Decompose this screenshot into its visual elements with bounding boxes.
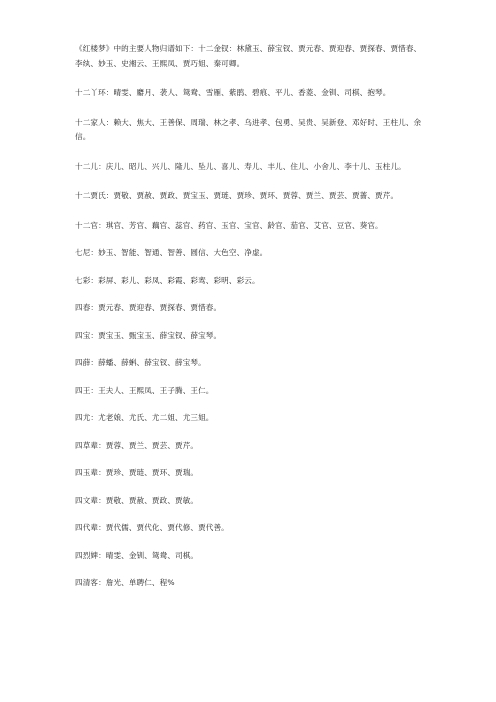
paragraph-four-cao-generation: 四草辈：贾蓉、贾兰、贾芸、贾芹。 xyxy=(75,440,199,450)
paragraph-four-you: 四尤：尤老娘、尤氏、尤二姐、尤三姐。 xyxy=(75,413,214,422)
paragraph-four-chun: 四春：贾元春、贾迎春、贾探春、贾惜春。 xyxy=(75,303,222,312)
paragraph-four-wang: 四王：王夫人、王熙凤、王子腾、王仁。 xyxy=(75,385,214,395)
paragraph-seven-nuns: 七尼：妙玉、智能、智通、智善、圆信、大色空、净虚。 xyxy=(75,248,268,257)
paragraph-four-guests: 四清客：詹光、单聘仁、程% xyxy=(75,578,175,587)
paragraph-four-bao: 四宝：贾宝玉、甄宝玉、薛宝钗、薛宝琴。 xyxy=(75,330,222,340)
paragraph-twelve-guan: 十二官：琪官、芳官、藕官、蕊官、药官、玉官、宝官、龄官、茄官、艾官、豆官、葵官。 xyxy=(75,220,383,230)
paragraph-four-xue: 四薛：薛蟠、薛蝌、薛宝钗、薛宝琴。 xyxy=(75,358,206,367)
paragraph-intro: 《红楼梦》中的主要人物归谱如下：十二金钗：林黛玉、薛宝钗、贾元春、贾迎春、贾探春、贾惜春、李纨、妙玉、史湘云、王熙凤、贾巧姐、秦可卿。 xyxy=(75,44,422,68)
document-body xyxy=(75,42,425,591)
paragraph-four-yu-generation: 四玉辈：贾珍、贾琏、贾环、贾瑞。 xyxy=(75,468,199,477)
paragraph-twelve-servants: 十二家人：赖大、焦大、王善保、周瑞、林之孝、乌进孝、包勇、吴贵、吴新登、邓好时、王柱儿、余信。 xyxy=(75,117,422,141)
paragraph-four-loyal-maids: 四烈婢：晴雯、金钏、鸳鸯、司棋。 xyxy=(75,550,199,560)
paragraph-four-dai-generation: 四代辈：贾代儒、贾代化、贾代修、贾代善。 xyxy=(75,523,229,532)
paragraph-twelve-boys: 十二儿：庆儿、昭儿、兴儿、隆儿、坠儿、喜儿、寿儿、丰儿、住儿、小舍儿、李十儿、玉柱儿。 xyxy=(75,161,406,171)
paragraph-twelve-maids: 十二丫环：晴雯、麝月、袭人、鸳鸯、雪雁、紫鹃、碧痕、平儿、香菱、金钏、司棋、抱琴。 xyxy=(75,88,391,97)
paragraph-four-wen-generation: 四文辈：贾敬、贾赦、贾政、贾敏。 xyxy=(75,495,199,505)
paragraph-seven-cai: 七彩：彩屏、彩儿、彩凤、彩霞、彩鸾、彩明、彩云。 xyxy=(75,275,260,285)
paragraph-twelve-jia: 十二贾氏：贾敬、贾赦、贾政、贾宝玉、贾琏、贾珍、贾环、贾蓉、贾兰、贾芸、贾蔷、贾芹。 xyxy=(75,191,399,200)
